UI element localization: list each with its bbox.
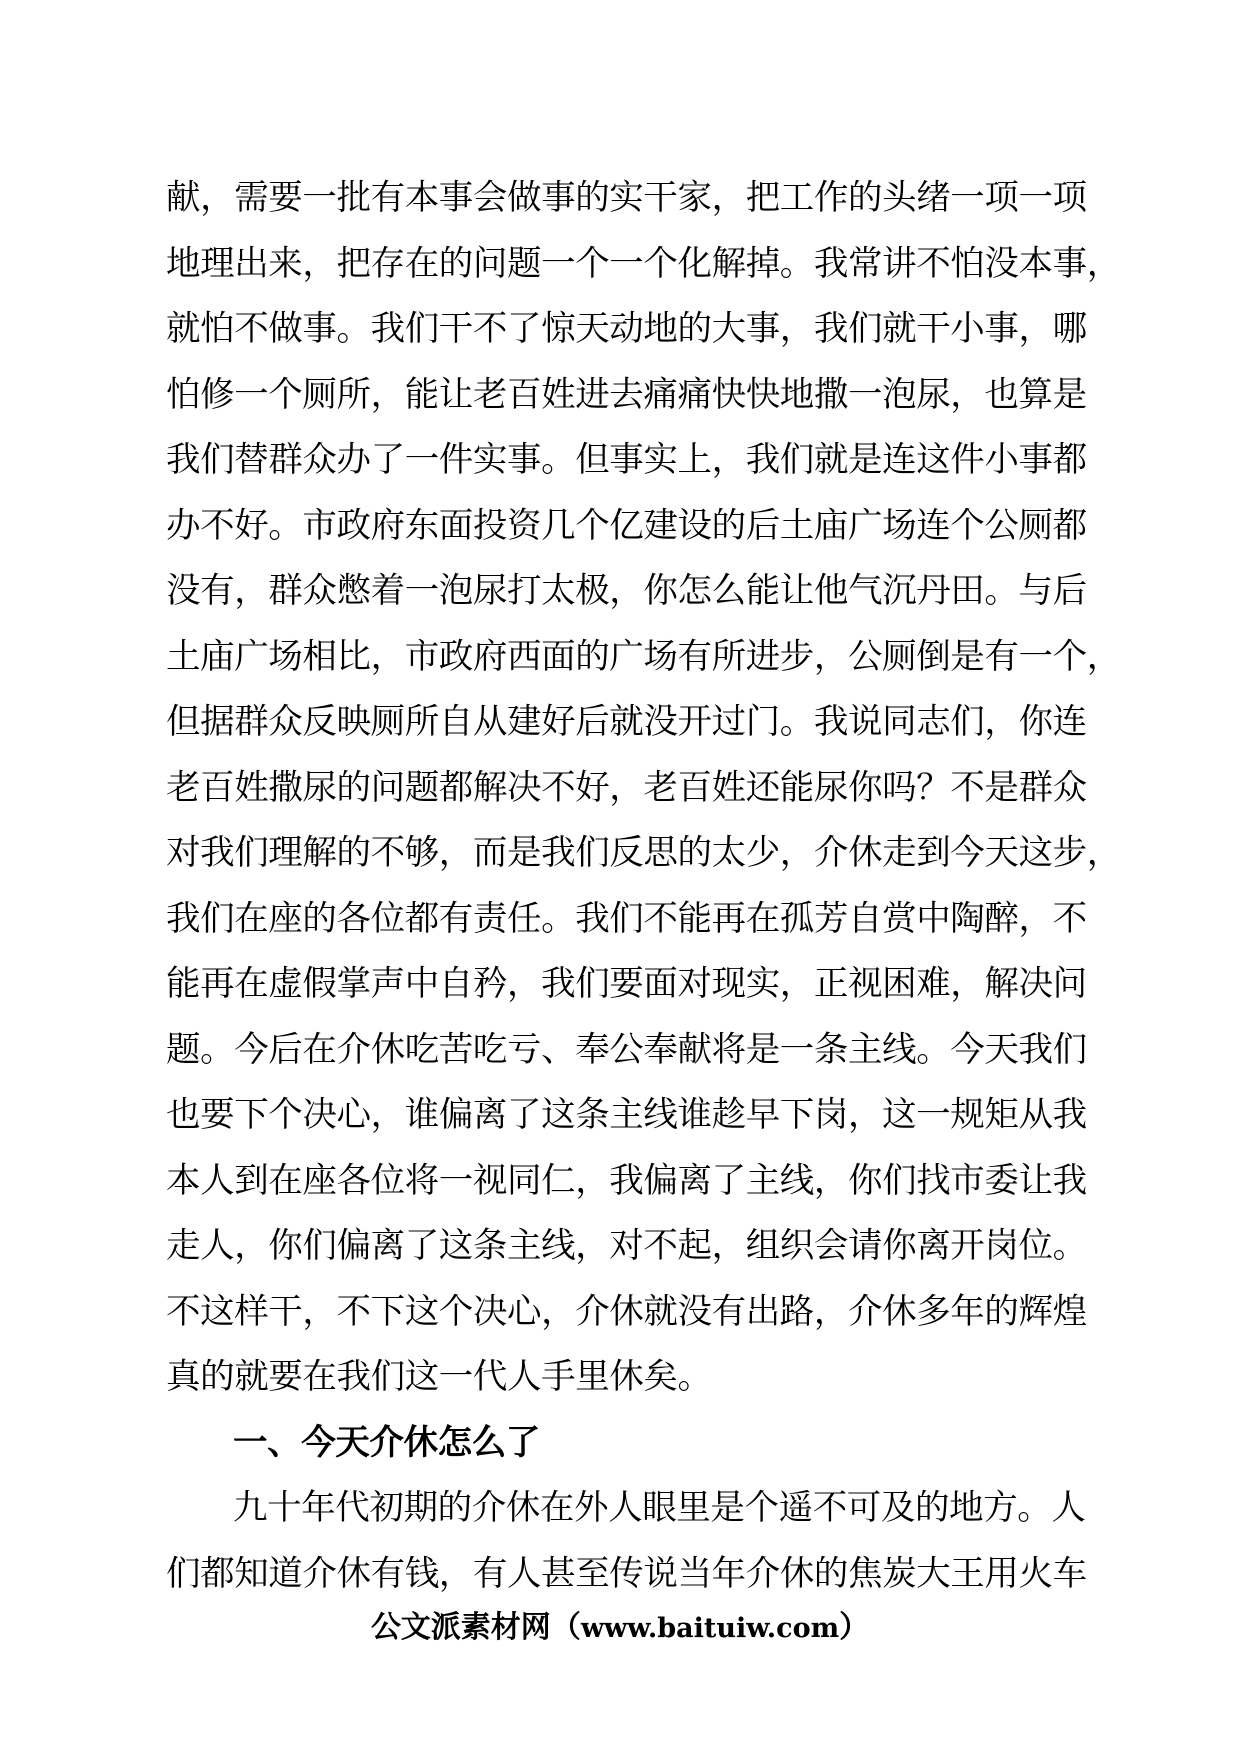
text-line: 就怕不做事。我们干不了惊天动地的大事，我们就干小事，哪	[166, 309, 1087, 349]
document-body	[166, 166, 1121, 1607]
text-line: 怕修一个厕所，能让老百姓进去痛痛快快地撒一泡尿，也算是	[166, 374, 1087, 415]
text-line: 们都知道介休有钱，有人甚至传说当年介休的焦炭大王用火车	[166, 1553, 1087, 1594]
text-line: 我们在座的各位都有责任。我们不能再在孤芳自赏中陶醉，不	[166, 898, 1087, 939]
text-line: 也要下个决心，谁偏离了这条主线谁趁早下岗，这一规矩从我	[166, 1095, 1087, 1135]
text-line: 献，需要一批有本事会做事的实干家，把工作的头绪一项一项	[166, 178, 1087, 218]
text-line: 地理出来，把存在的问题一个一个化解掉。我常讲不怕没本事，	[166, 243, 1121, 284]
text-line: 对我们理解的不够，而是我们反思的太少，介休走到今天这步，	[166, 833, 1121, 873]
footer-site-url: www.baituiw.com	[580, 1613, 840, 1644]
text-line: 没有，群众憋着一泡尿打太极，你怎么能让他气沉丹田。与后	[166, 571, 1087, 611]
text-line: 九十年代初期的介休在外人眼里是个遥不可及的地方。人	[233, 1488, 1086, 1528]
section-heading: 一、今天介休怎么了	[233, 1422, 540, 1463]
text-line: 真的就要在我们这一代人手里休矣。	[166, 1357, 712, 1397]
text-line: 我们替群众办了一件实事。但事实上，我们就是连这件小事都	[166, 440, 1087, 480]
text-line: 不这样干，不下这个决心，介休就没有出路，介休多年的辉煌	[166, 1291, 1087, 1332]
text-line: 但据群众反映厕所自从建好后就没开过门。我说同志们，你连	[166, 702, 1087, 742]
text-line: 土庙广场相比，市政府西面的广场有所进步，公厕倒是有一个，	[166, 636, 1121, 677]
text-line: 本人到在座各位将一视同仁，我偏离了主线，你们找市委让我	[166, 1160, 1087, 1201]
page-footer-watermark	[0, 1608, 1240, 1649]
footer-brand: 公文派素材网	[370, 1610, 551, 1645]
footer-open-paren: （	[550, 1610, 581, 1645]
text-line: 能再在虚假掌声中自矜，我们要面对现实，正视困难，解决问	[166, 964, 1087, 1004]
text-line: 题。今后在介休吃苦吃亏、奉公奉献将是一条主线。今天我们	[166, 1029, 1087, 1070]
text-line: 走人，你们偏离了这条主线，对不起，组织会请你离开岗位。	[166, 1226, 1087, 1266]
text-line: 老百姓撒尿的问题都解决不好，老百姓还能尿你吗？不是群众	[166, 767, 1087, 808]
text-line: 办不好。市政府东面投资几个亿建设的后土庙广场连个公厕都	[166, 505, 1087, 546]
footer-close-paren: ）	[839, 1610, 870, 1645]
